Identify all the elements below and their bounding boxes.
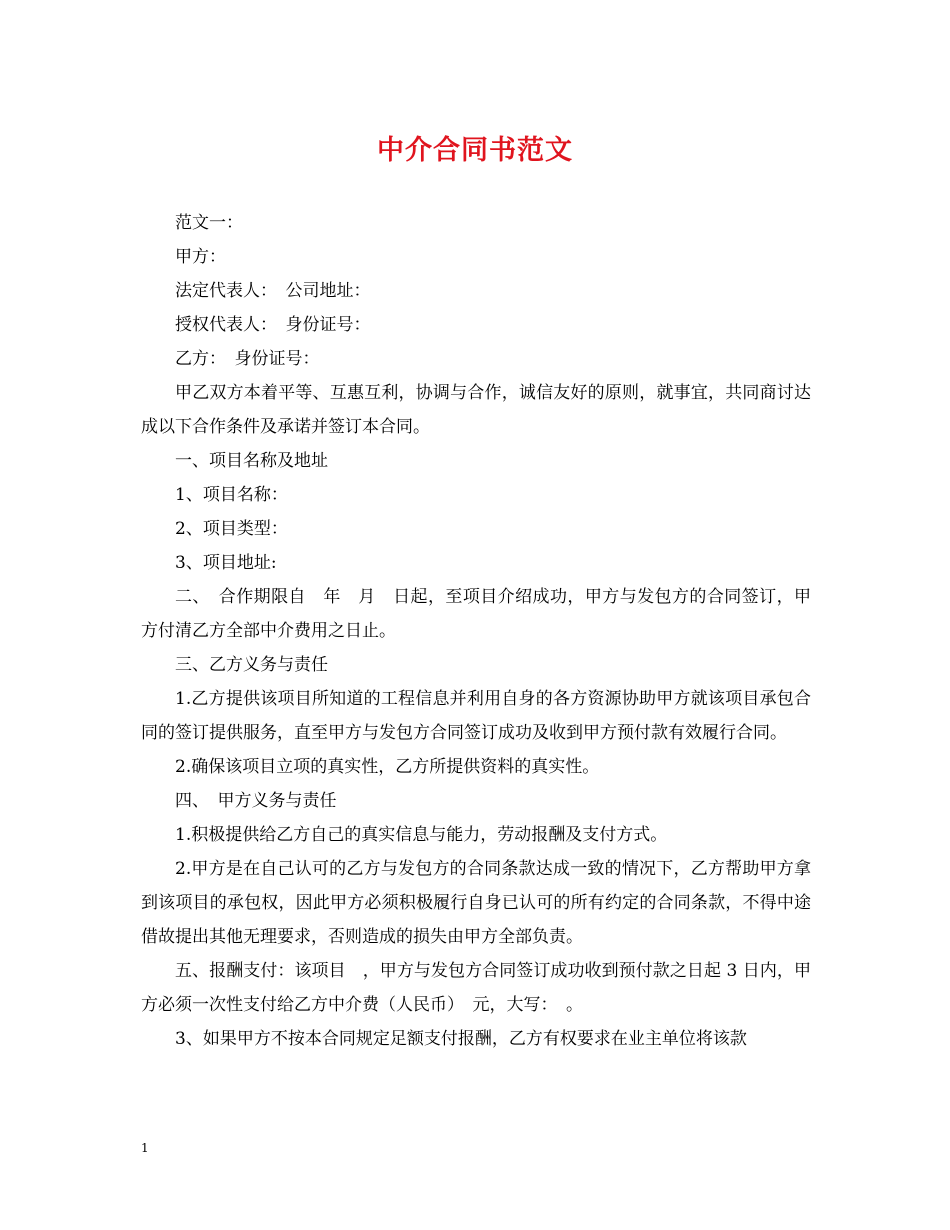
paragraph: 1.乙方提供该项目所知道的工程信息并利用自身的各方资源协助甲方就该项目承包合同的签订提供服务，直至甲方与发包方合同签订成功及收到甲方预付款有效履行合同。 bbox=[141, 689, 811, 743]
paragraph: 2.确保该项目立项的真实性，乙方所提供资料的真实性。 bbox=[175, 757, 600, 777]
section-heading: 一、项目名称及地址 bbox=[175, 451, 328, 471]
paragraph: 授权代表人： 身份证号： bbox=[175, 315, 371, 335]
document-body bbox=[141, 206, 811, 1056]
paragraph: 1、项目名称： bbox=[175, 485, 288, 505]
paragraph: 3、项目地址: bbox=[175, 553, 277, 573]
paragraph: 法定代表人： 公司地址： bbox=[175, 281, 371, 301]
paragraph: 乙方： 身份证号： bbox=[175, 349, 320, 369]
paragraph: 五、报酬支付：该项目 ，甲方与发包方合同签订成功收到预付款之日起 3 日内，甲方必须一次性支付给乙方中介费（人民币） 元，大写： 。 bbox=[141, 961, 811, 1015]
paragraph: 甲方： bbox=[175, 247, 226, 267]
section-heading: 三、乙方义务与责任 bbox=[175, 655, 328, 675]
paragraph: 二、 合作期限自 年 月 日起，至项目介绍成功，甲方与发包方的合同签订，甲方付清乙方全部中介费用之日止。 bbox=[141, 587, 811, 641]
paragraph: 2.甲方是在自己认可的乙方与发包方的合同条款达成一致的情况下，乙方帮助甲方拿到该项目的承包权，因此甲方必须积极履行自身已认可的所有约定的合同条款，不得中途借故提出其他无理要求，否则造成的损失由甲方全部负责。 bbox=[141, 859, 811, 947]
paragraph: 1.积极提供给乙方自己的真实信息与能力，劳动报酬及支付方式。 bbox=[175, 825, 668, 845]
section-heading: 四、 甲方义务与责任 bbox=[175, 791, 337, 811]
paragraph: 范文一： bbox=[175, 213, 243, 233]
paragraph: 2、项目类型： bbox=[175, 519, 288, 539]
page-number: 1 bbox=[141, 1141, 149, 1155]
paragraph: 甲乙双方本着平等、互惠互利，协调与合作，诚信友好的原则，就事宜，共同商讨达成以下合作条件及承诺并签订本合同。 bbox=[141, 383, 811, 437]
paragraph: 3、如果甲方不按本合同规定足额支付报酬，乙方有权要求在业主单位将该款 bbox=[175, 1029, 747, 1049]
document-title: 中介合同书范文 bbox=[377, 135, 573, 166]
